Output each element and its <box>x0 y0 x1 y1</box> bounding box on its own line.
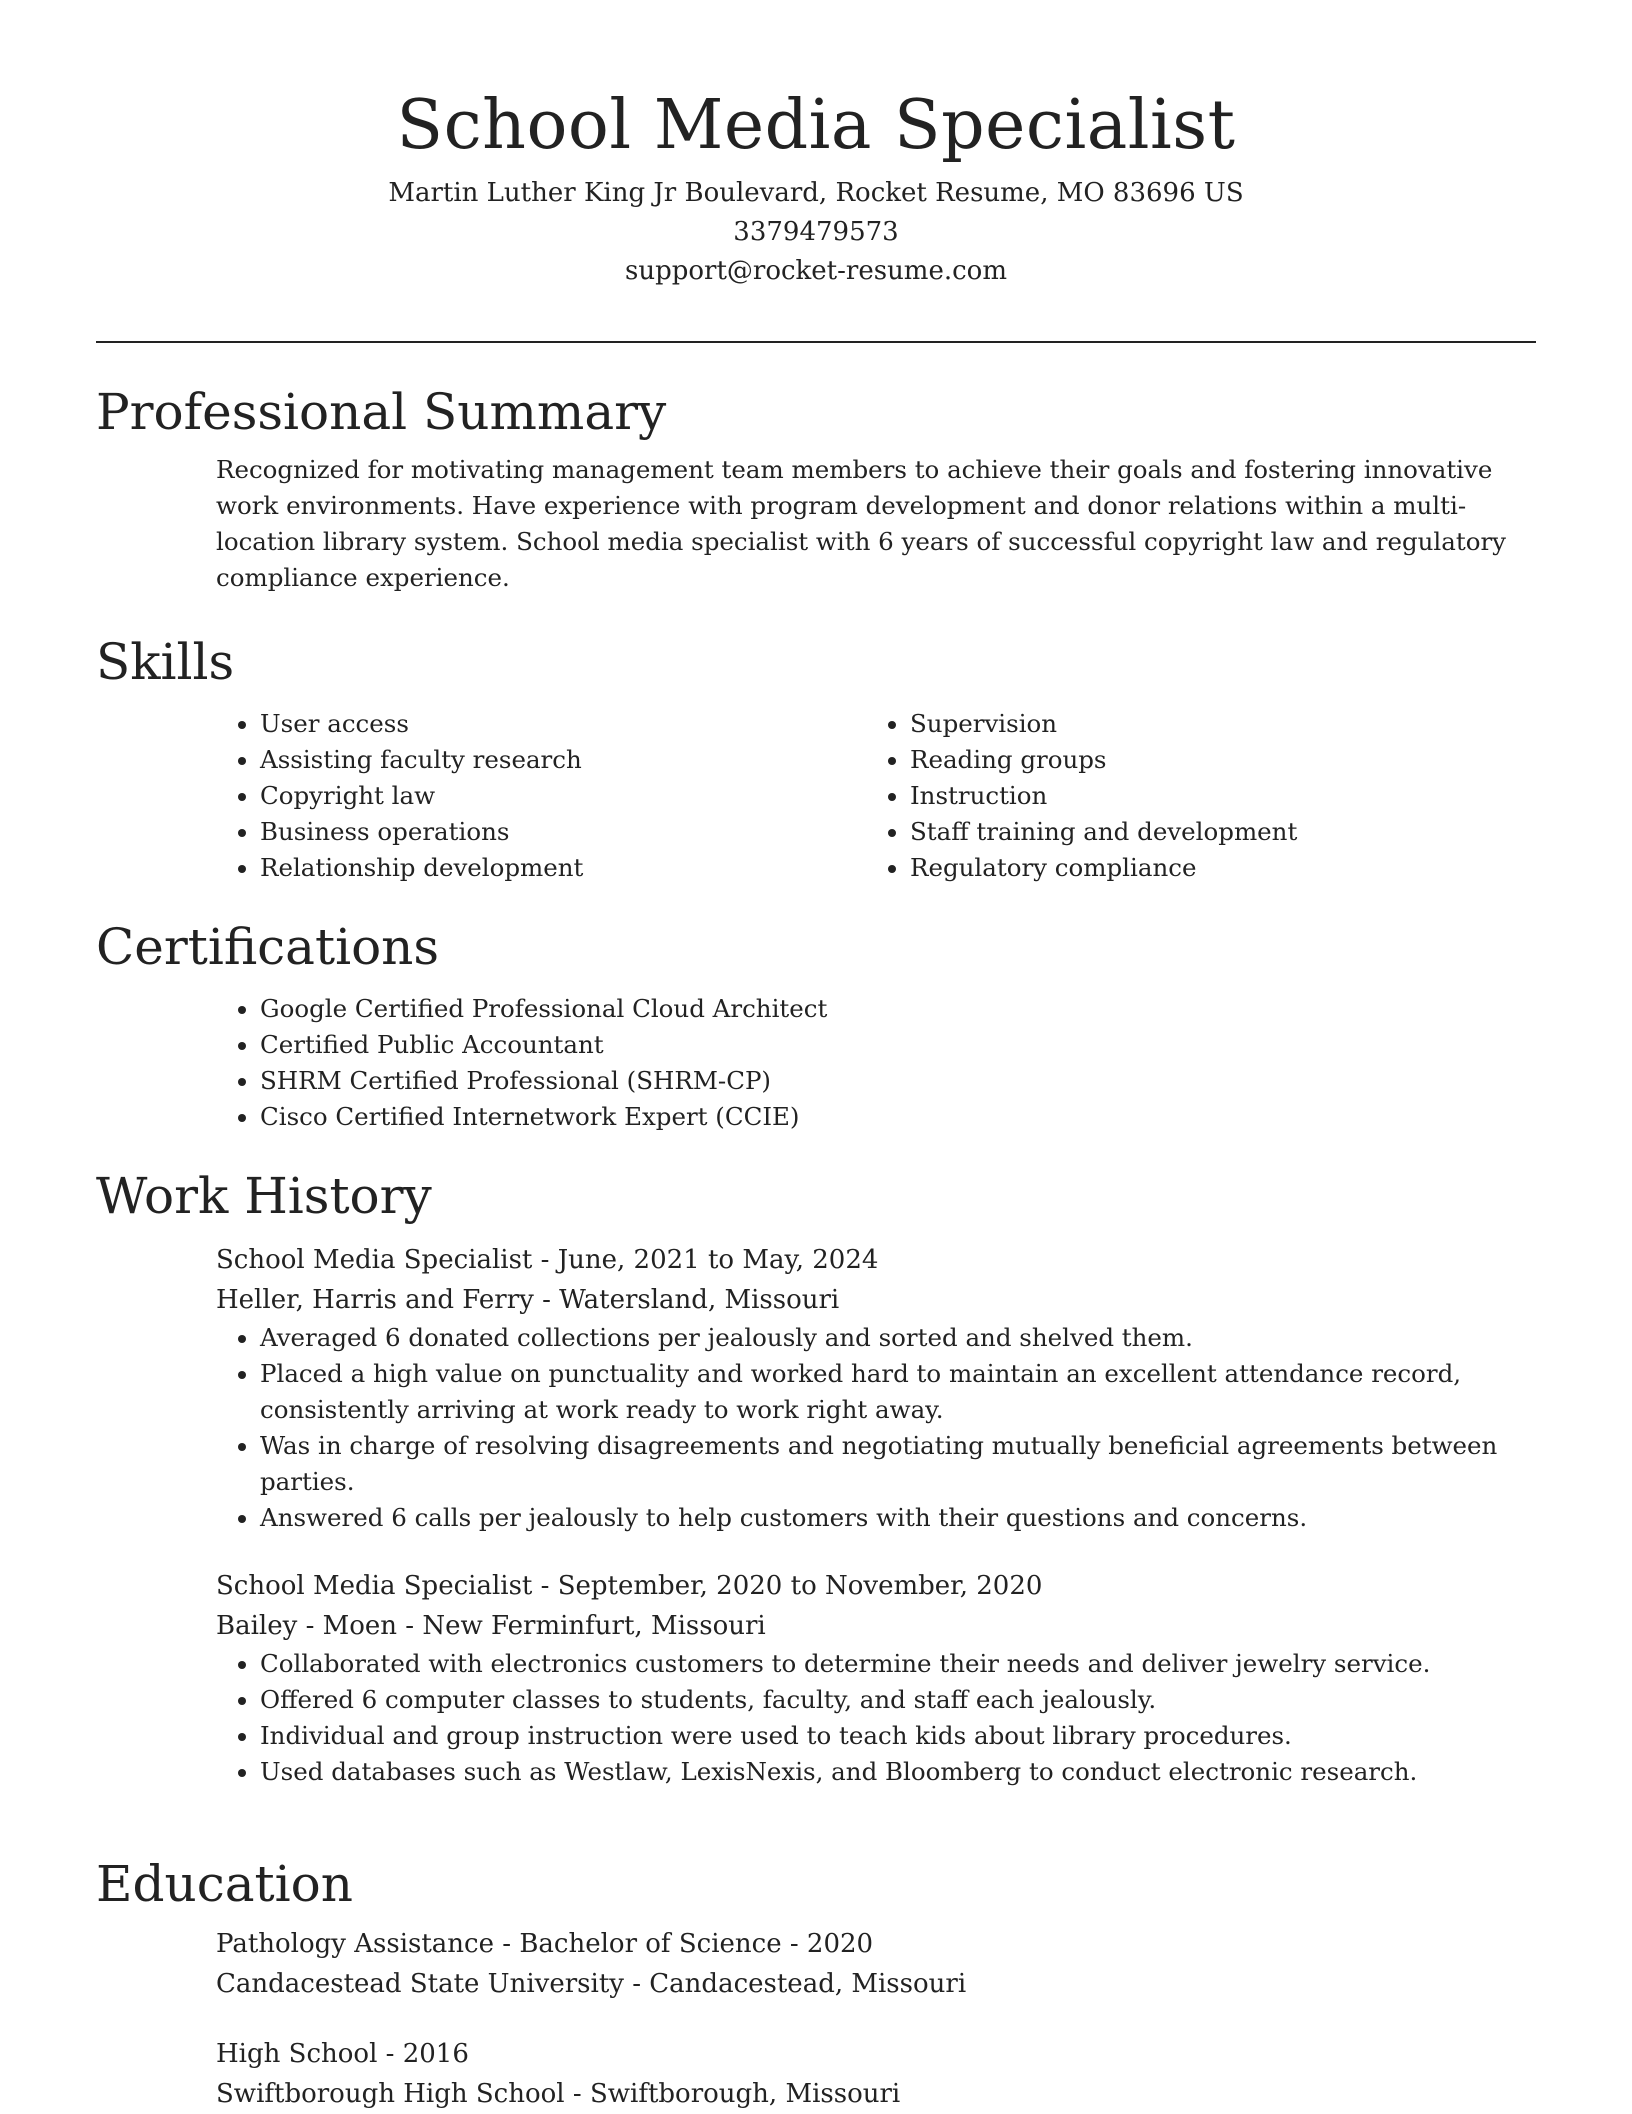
skill-item: • Assisting faculty research <box>260 742 866 778</box>
job-company-line <box>216 1280 1536 1320</box>
skills-list-right <box>866 706 1516 886</box>
job-dates: September, 2020 to November, 2020 <box>557 1571 1043 1601</box>
job-duty: • Placed a high value on punctuality and worked hard to maintain an excellent attendance record, consistently arriving at work ready to work right away. <box>260 1356 1536 1428</box>
summary-heading: Professional Summary <box>96 383 667 441</box>
certification-item: • Cisco Certified Internetwork Expert (CCIE) <box>260 1099 1536 1135</box>
separator: - <box>623 1969 650 1999</box>
job-title-line <box>216 1240 1536 1280</box>
education-location: Candacestead, Missouri <box>649 1969 967 1999</box>
skills-heading: Skills <box>96 633 235 691</box>
skill-item: • Reading groups <box>910 742 1516 778</box>
job-duty: • Individual and group instruction were used to teach kids about library procedures. <box>260 1718 1536 1754</box>
separator: - <box>397 1611 423 1641</box>
certification-item: • Google Certified Professional Cloud Architect <box>260 991 1536 1027</box>
education-school-line <box>216 2074 1536 2114</box>
job-company: Bailey - Moen <box>216 1611 398 1641</box>
job-location: Watersland, Missouri <box>559 1285 840 1315</box>
skill-item: • Regulatory compliance <box>910 850 1516 886</box>
certifications-list <box>216 991 1536 1135</box>
education-heading: Education <box>96 1855 353 1913</box>
skill-item: • Business operations <box>260 814 866 850</box>
contact-email: support@rocket-resume.com <box>624 256 1007 286</box>
education-degree-line: High School - 2016 <box>216 2039 469 2069</box>
certification-item: • SHRM Certified Professional (SHRM-CP) <box>260 1063 1536 1099</box>
job-location: New Ferminfurt, Missouri <box>422 1611 766 1641</box>
work-history-heading: Work History <box>96 1167 432 1225</box>
education-school: Swiftborough High School <box>216 2079 565 2109</box>
education-school-line <box>216 1964 1536 2004</box>
separator: - <box>532 1245 558 1275</box>
job-entry <box>216 1566 1536 1790</box>
job-role: School Media Specialist <box>216 1245 533 1275</box>
summary-section <box>96 380 1536 596</box>
skill-item: • Instruction <box>910 778 1516 814</box>
separator: - <box>533 1285 560 1315</box>
skill-item: • Relationship development <box>260 850 866 886</box>
education-entry <box>216 2034 1536 2114</box>
certification-item: • Certified Public Accountant <box>260 1027 1536 1063</box>
contact-address: Martin Luther King Jr Boulevard, Rocket Resume, MO 83696 US <box>388 178 1244 208</box>
certifications-section <box>96 915 1536 1135</box>
certifications-heading: Certifications <box>96 918 440 976</box>
summary-text: Recognized for motivating management team members to achieve their goals and fostering innovative work environments. Have experience with program development and donor relations within a multi-location library system. School media specialist with 6 years of successful copyright law and regulatory compliance experience. <box>216 455 1507 592</box>
job-company: Heller, Harris and Ferry <box>216 1285 534 1315</box>
page-title: School Media Specialist <box>396 86 1236 165</box>
work-history-body <box>216 1240 1536 1790</box>
education-degree-line: Pathology Assistance - Bachelor of Science - 2020 <box>216 1929 874 1959</box>
skill-item: • User access <box>260 706 866 742</box>
job-dates: June, 2021 to May, 2024 <box>557 1245 879 1275</box>
skills-columns <box>216 706 1536 886</box>
skills-list-left <box>216 706 866 886</box>
resume-header <box>96 78 1536 291</box>
skill-item: • Staff training and development <box>910 814 1516 850</box>
separator: - <box>532 1571 558 1601</box>
job-duties-list <box>216 1320 1536 1536</box>
job-duty: • Offered 6 computer classes to students, faculty, and staff each jealously. <box>260 1682 1536 1718</box>
separator: - <box>564 2079 590 2109</box>
job-entry <box>216 1240 1536 1536</box>
contact-phone: 3379479573 <box>733 217 899 247</box>
job-duty: • Answered 6 calls per jealously to help customers with their questions and concerns. <box>260 1500 1536 1536</box>
skills-section <box>96 630 1536 886</box>
certifications-body <box>216 991 1536 1135</box>
education-entry <box>216 1924 1536 2004</box>
job-company-line <box>216 1606 1536 1646</box>
job-duties-list <box>216 1646 1536 1790</box>
job-duty: • Averaged 6 donated collections per jealously and sorted and shelved them. <box>260 1320 1536 1356</box>
skill-item: • Copyright law <box>260 778 866 814</box>
skills-column-right <box>866 706 1516 886</box>
education-school: Candacestead State University <box>216 1969 624 1999</box>
job-duty: • Collaborated with electronics customers to determine their needs and deliver jewelry service. <box>260 1646 1536 1682</box>
job-duty: • Was in charge of resolving disagreements and negotiating mutually beneficial agreements between parties. <box>260 1428 1536 1500</box>
header-divider <box>96 341 1536 343</box>
work-history-section <box>96 1164 1536 1790</box>
job-duty: • Used databases such as Westlaw, LexisNexis, and Bloomberg to conduct electronic research. <box>260 1754 1536 1790</box>
skill-item: • Supervision <box>910 706 1516 742</box>
education-section <box>96 1852 1536 2114</box>
education-location: Swiftborough, Missouri <box>589 2079 901 2109</box>
job-title-line <box>216 1566 1536 1606</box>
job-role: School Media Specialist <box>216 1571 533 1601</box>
education-body <box>216 1924 1536 2114</box>
skills-column-left <box>216 706 866 886</box>
